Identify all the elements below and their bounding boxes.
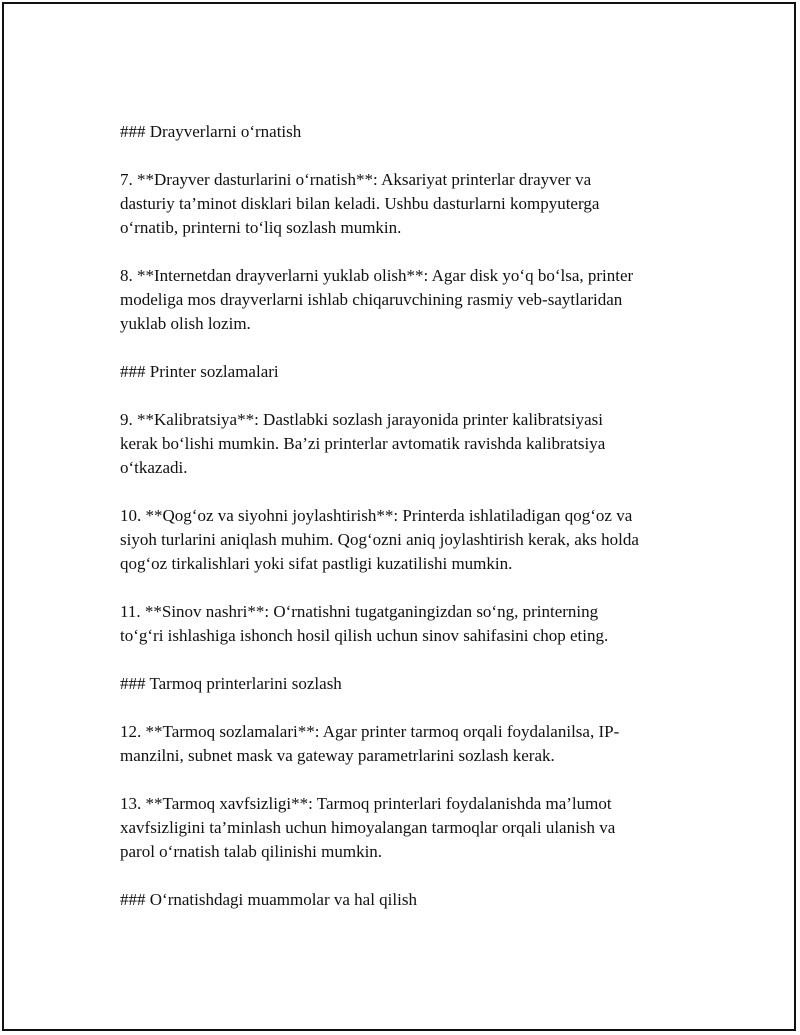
section-heading-drivers: ### Drayverlarni o‘rnatish xyxy=(120,122,302,141)
paragraph-item-12: 12. **Tarmoq sozlamalari**: Agar printer tarmoq orqali foydalanilsa, IP- manzilni, subnet mask va gateway parametrlarini sozlash kerak. xyxy=(120,722,620,765)
paragraph-item-8: 8. **Internetdan drayverlarni yuklab olish**: Agar disk yo‘q bo‘lsa, printer modeliga mos drayverlarni ishlab chiqaruvchining rasmiy veb-saytlaridan yuklab olish lozim. xyxy=(120,266,634,333)
paragraph-item-13: 13. **Tarmoq xavfsizligi**: Tarmoq printerlari foydalanishda ma’lumot xavfsizligini ta’minlash uchun himoyalangan tarmoqlar orqali ulanish va parol o‘rnatish talab qilinishi mumkin. xyxy=(120,794,616,861)
paragraph-item-10: 10. **Qog‘oz va siyohni joylashtirish**: Printerda ishlatiladigan qog‘oz va siyoh turlarini aniqlash muhim. Qog‘ozni aniq joylashtirish kerak, aks holda qog‘oz tirkalishlari yoki sifat pastligi kuzatilishi mumkin. xyxy=(120,506,639,573)
section-heading-network-printers: ### Tarmoq printerlarini sozlash xyxy=(120,674,342,693)
paragraph-item-7: 7. **Drayver dasturlarini o‘rnatish**: Aksariyat printerlar drayver va dasturiy ta’minot disklari bilan keladi. Ushbu dasturlarni kompyuterga o‘rnatib, printerni to‘liq sozlash mumkin. xyxy=(120,170,600,237)
section-heading-printer-settings: ### Printer sozlamalari xyxy=(120,362,279,381)
document-body xyxy=(120,120,700,936)
paragraph-item-9: 9. **Kalibratsiya**: Dastlabki sozlash jarayonida printer kalibratsiyasi kerak bo‘lishi mumkin. Ba’zi printerlar avtomatik ravishda kalibratsiya o‘tkazadi. xyxy=(120,410,606,477)
paragraph-item-11: 11. **Sinov nashri**: O‘rnatishni tugatganingizdan so‘ng, printerning to‘g‘ri ishlashiga ishonch hosil qilish uchun sinov sahifasini chop eting. xyxy=(120,602,609,645)
page-frame xyxy=(2,2,796,1031)
section-heading-troubleshooting: ### O‘rnatishdagi muammolar va hal qilish xyxy=(120,890,417,909)
